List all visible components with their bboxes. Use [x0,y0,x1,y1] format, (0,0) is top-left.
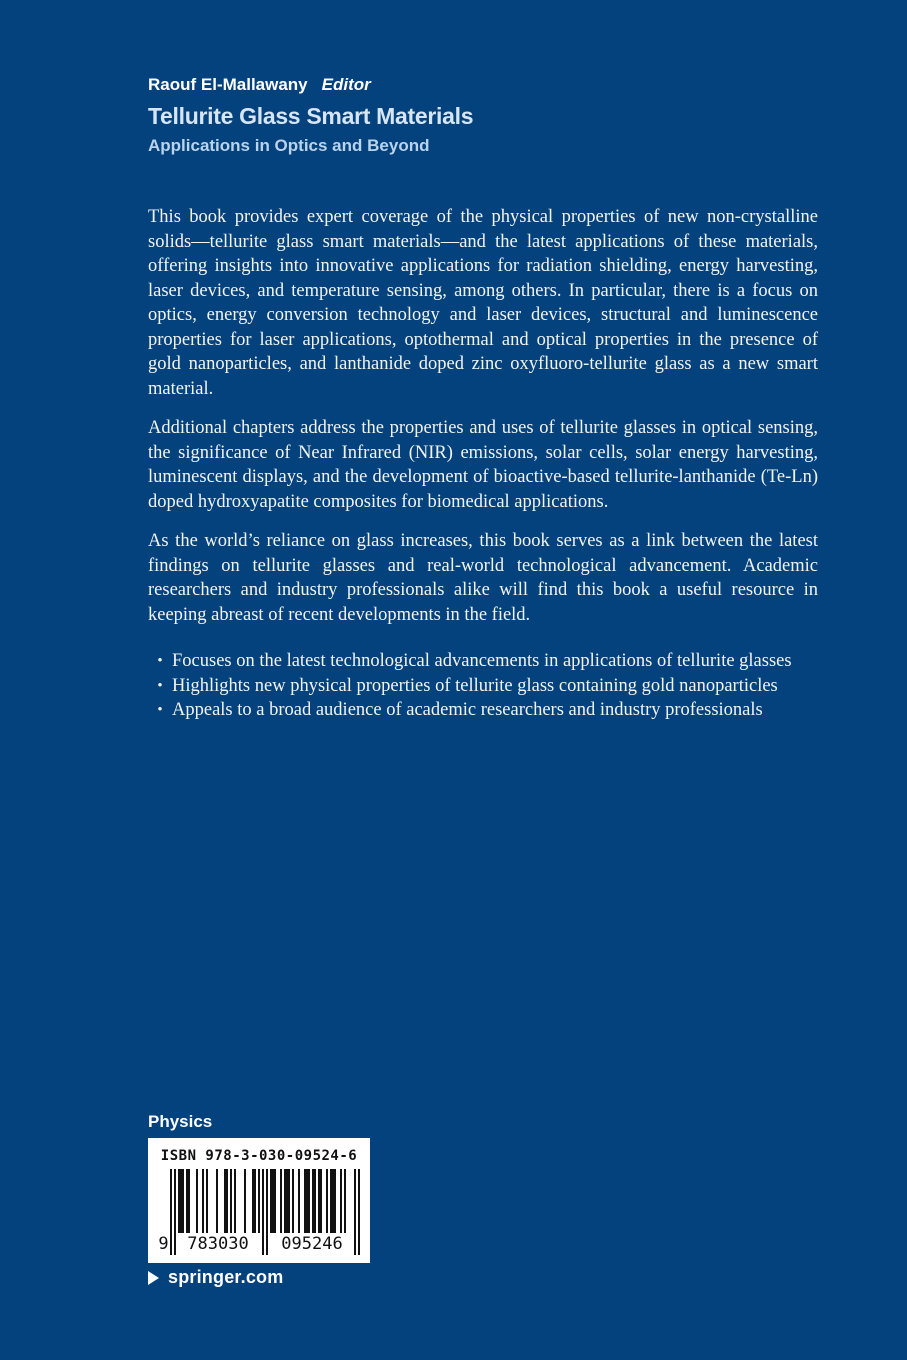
publisher-row [148,1267,283,1288]
arrow-right-icon [148,1271,159,1285]
description-paragraph: This book provides expert coverage of the physical properties of new non-crystalline solids—tellurite glass smart materials—and the latest applications of these materials, offering insights into innovative applications for radiation shielding, energy harvesting, laser devices, and temperature sensing, among others. In particular, there is a focus on optics, energy conversion technology and laser devices, structural and luminescence properties for laser applications, optothermal and optical properties in the presence of gold nanoparticles, and lanthanide doped zinc oxyfluoro-tellurite glass as a new smart material. [148,207,818,399]
list-item [148,698,818,723]
editor-role-label: Editor [321,75,371,94]
category-label: Physics [148,1112,213,1131]
barcode-digit-group: 9 [158,1234,169,1254]
barcode-digit-group: 095246 [281,1234,343,1254]
author-row [148,74,818,96]
bullet-icon: • [157,653,163,669]
description-paragraph: As the world’s reliance on glass increases, this book serves as a link between the latest findings on tellurite glasses and real-world technological advancement. Academic researchers and industry professionals alike will find this book a useful resource in keeping abreast of recent developments in the field. [148,531,818,625]
list-item [148,649,818,674]
cover-content [148,74,818,723]
book-subtitle: Applications in Optics and Beyond [148,136,430,155]
list-item-text: Appeals to a broad audience of academic researchers and industry professionals [172,700,763,720]
author-name: Raouf El-Mallawany [148,75,308,94]
description-paragraph: Additional chapters address the properties and uses of tellurite glasses in optical sensing, the significance of Near Infrared (NIR) emissions, solar cells, solar energy harvesting, luminescent displays, and the development of bioactive-based tellurite-lanthanide (Te-Ln) doped hydroxyapatite composites for biomedical applications. [148,418,818,512]
bullet-icon: • [157,702,163,718]
barcode-digit-group: 783030 [187,1234,249,1254]
highlights-list [148,649,818,723]
barcode-bars [158,1169,360,1255]
description-block [148,205,818,723]
list-item-text: Focuses on the latest technological advancements in applications of tellurite glasses [172,651,792,671]
isbn-label: ISBN 978-3-030-09524-6 [160,1148,358,1164]
list-item [148,674,818,699]
isbn-barcode [148,1138,370,1263]
book-title: Tellurite Glass Smart Materials [148,103,474,129]
publisher-website: springer.com [168,1267,284,1287]
bullet-icon: • [157,677,163,694]
list-item-text: Highlights new physical properties of tellurite glass containing gold nanoparticles [172,675,778,696]
